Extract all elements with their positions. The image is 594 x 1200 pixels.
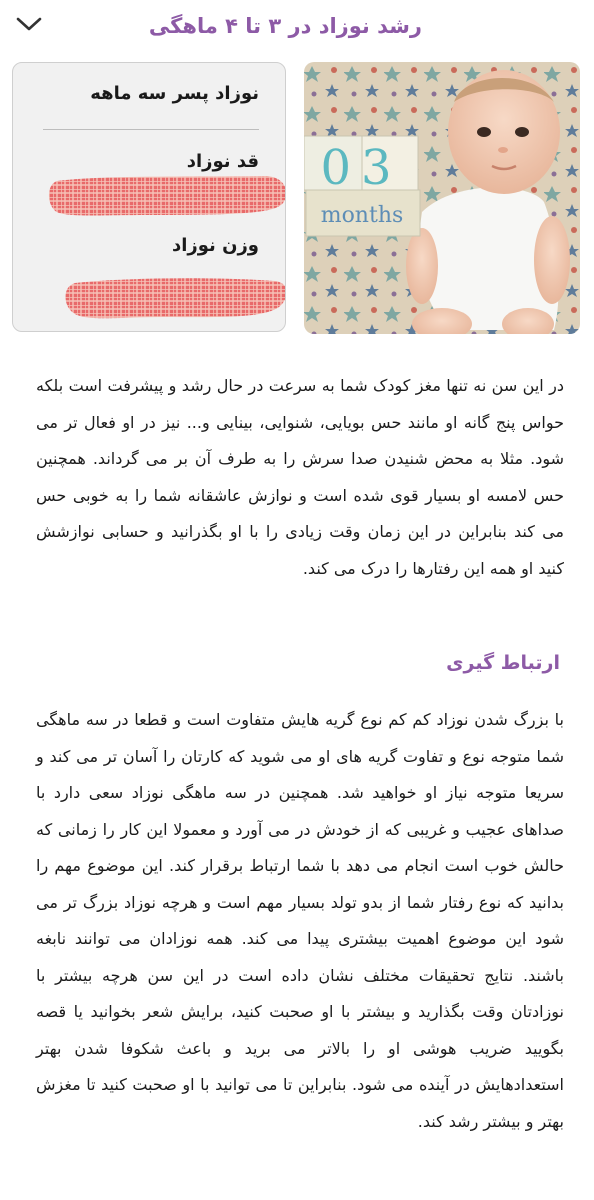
baby-info-card xyxy=(12,62,286,332)
height-label: قد نوزاد xyxy=(186,151,259,172)
baby-photo xyxy=(304,62,580,334)
card-title: نوزاد پسر سه ماهه xyxy=(90,83,259,104)
card-divider xyxy=(43,129,259,130)
weight-value-scribble xyxy=(13,273,286,323)
media-row xyxy=(12,60,582,338)
page-title: رشد نوزاد در ۳ تا ۴ ماهگی xyxy=(148,14,422,38)
weight-label: وزن نوزاد xyxy=(172,235,259,256)
header xyxy=(0,0,594,60)
height-value-scribble xyxy=(13,173,286,221)
section-title-communication: ارتباط گیری xyxy=(446,652,560,674)
article-paragraph-1: در این سن نه تنها مغز کودک شما به سرعت در حال رشد و پیشرفت است بلکه حواس پنج گانه او مانند حس بویایی، شنوایی، بینایی و... نیز در او فعال تر می شود. مثلا به محض شنیدن صدا سرش را به طرف آن بر می گرداند. همچنین حس لامسه او بسیار قوی شده است و نوازش عاشقانه شما را به خوبی حس می کند بنابراین در این زمان وقت زیادی را با او بگذرانید و حسابی نوازشش کنید او همه این رفتارها را درک می کند. xyxy=(36,376,564,578)
chevron-down-icon[interactable] xyxy=(12,10,46,38)
block-top-text: 03 xyxy=(320,140,402,196)
block-bottom-text: months xyxy=(320,203,404,228)
article-paragraph-2: با بزرگ شدن نوزاد کم کم نوع گریه هایش متفاوت است و قطعا در سه ماهگی شما متوجه نوع و تفاوت گریه های او می شوید که کارتان را آسان تر می کند و سریعا متوجه نیاز او خواهید شد. همچنین در سه ماهگی نوزاد سعی دارد با صداهای عجیب و غریبی که از خودش در می آورد و معمولا این کار را زمانی که حالش خوب است انجام می دهد با شما ارتباط برقرار کند. این موضوع مهم را بدانید که نوع رفتار شما از بدو تولد بسیار مهم است و هرچه نوزاد بزرگ تر می شود این موضوع اهمیت بیشتری پیدا می کند. همه نوزادان می توانند نابغه باشند. نتایج تحقیقات مختلف نشان داده است در این سن هرچه بیشتر با نوزادتان وقت بگذارید و بیشتر با او صحبت کنید، برایش شعر بخوانید یا قصه بگویید ضریب هوشی او را بالاتر می برید و باعث شکوفا شدن بهتر استعدادهایش در آینده می شود. بنابراین تا می توانید با او صحبت کنید تا مغزش بهتر و بیشتر رشد کند. xyxy=(36,710,564,1131)
